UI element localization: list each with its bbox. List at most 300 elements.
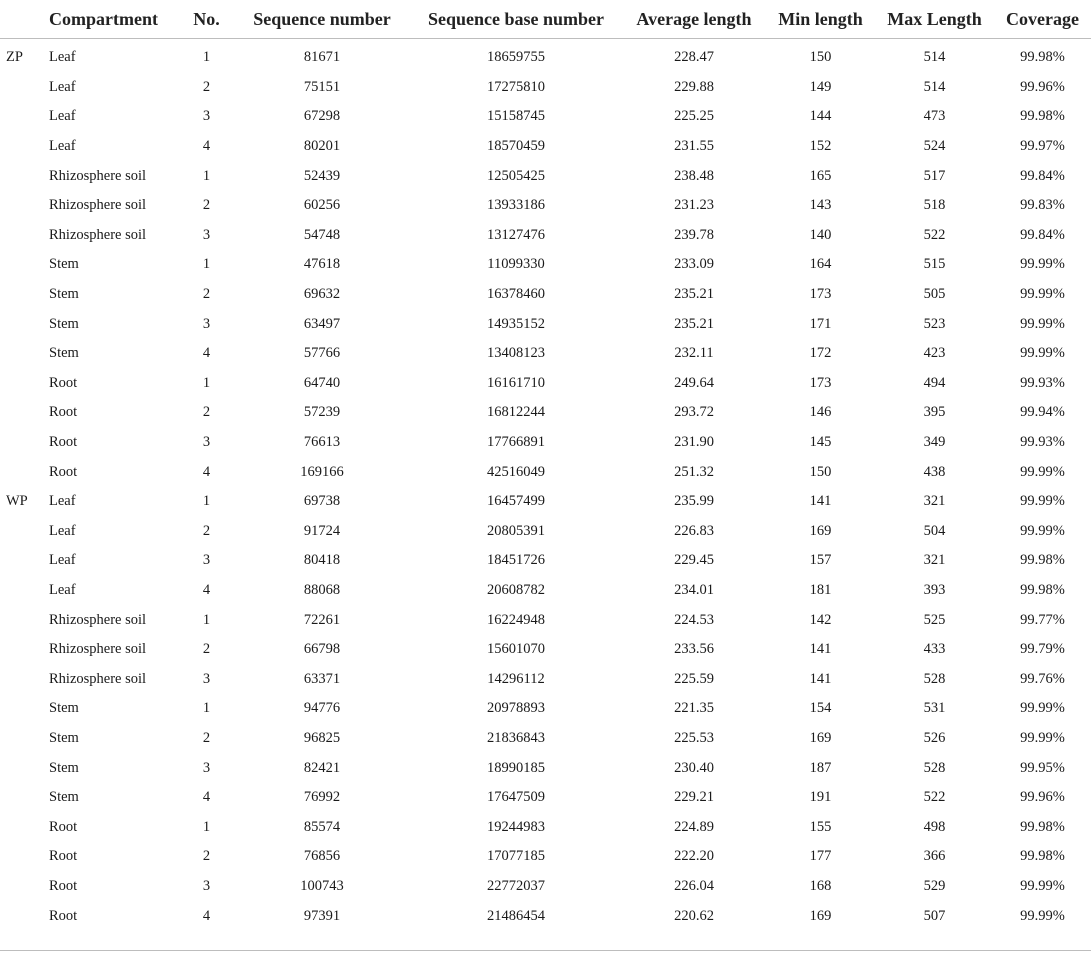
compartment-cell: Rhizosphere soil bbox=[49, 670, 147, 687]
sequence-number-cell: 94776 bbox=[303, 700, 341, 717]
header-sequence-base-number: Sequence base number bbox=[427, 8, 604, 29]
sequence-number-cell: 100743 bbox=[300, 877, 344, 894]
compartment-cell: Root bbox=[49, 404, 78, 421]
min-length-cell: 177 bbox=[809, 848, 832, 865]
max-length-cell: 505 bbox=[923, 286, 946, 303]
max-length-cell: 524 bbox=[923, 138, 946, 155]
sequence-base-number-cell: 15158745 bbox=[487, 108, 545, 125]
sequence-number-cell: 67298 bbox=[303, 108, 341, 125]
sequence-base-number-cell: 17766891 bbox=[487, 434, 545, 451]
table-row bbox=[0, 250, 1091, 280]
average-length-cell: 228.47 bbox=[674, 49, 714, 66]
compartment-cell: Leaf bbox=[49, 108, 76, 125]
max-length-cell: 433 bbox=[923, 641, 946, 658]
min-length-cell: 143 bbox=[809, 197, 832, 214]
no-cell: 3 bbox=[202, 552, 211, 569]
min-length-cell: 164 bbox=[809, 256, 832, 273]
max-length-cell: 529 bbox=[923, 877, 946, 894]
max-length-cell: 366 bbox=[923, 848, 946, 865]
coverage-cell: 99.79% bbox=[1020, 641, 1065, 658]
coverage-cell: 99.95% bbox=[1020, 759, 1065, 776]
max-length-cell: 438 bbox=[923, 463, 946, 480]
sequence-number-cell: 66798 bbox=[303, 641, 341, 658]
group-cell bbox=[0, 250, 47, 280]
average-length-cell: 235.21 bbox=[674, 315, 714, 332]
coverage-cell: 99.99% bbox=[1020, 522, 1065, 539]
max-length-cell: 321 bbox=[923, 493, 946, 510]
group-cell bbox=[0, 221, 47, 251]
average-length-cell: 224.89 bbox=[674, 818, 714, 835]
sequence-base-number-cell: 19244983 bbox=[487, 818, 545, 835]
sequence-number-cell: 54748 bbox=[303, 226, 341, 243]
no-cell: 2 bbox=[202, 78, 211, 95]
compartment-cell: Leaf bbox=[49, 552, 76, 569]
group-cell bbox=[0, 132, 47, 162]
sequence-base-number-cell: 22772037 bbox=[487, 877, 545, 894]
sequence-number-cell: 76856 bbox=[303, 848, 341, 865]
sequence-base-number-cell: 16457499 bbox=[487, 493, 545, 510]
group-cell bbox=[0, 753, 47, 783]
no-cell: 1 bbox=[202, 700, 211, 717]
min-length-cell: 150 bbox=[809, 49, 832, 66]
group-cell bbox=[0, 694, 47, 724]
coverage-cell: 99.99% bbox=[1020, 286, 1065, 303]
max-length-cell: 393 bbox=[923, 581, 946, 598]
table-row bbox=[0, 783, 1091, 813]
compartment-cell: Leaf bbox=[49, 78, 76, 95]
table-row bbox=[0, 842, 1091, 872]
coverage-cell: 99.99% bbox=[1020, 493, 1065, 510]
sequence-number-cell: 96825 bbox=[303, 729, 341, 746]
min-length-cell: 172 bbox=[809, 345, 832, 362]
coverage-cell: 99.99% bbox=[1020, 907, 1065, 924]
coverage-cell: 99.98% bbox=[1020, 818, 1065, 835]
min-length-cell: 145 bbox=[809, 434, 832, 451]
compartment-cell: Stem bbox=[49, 256, 79, 273]
sequence-base-number-cell: 16161710 bbox=[487, 374, 545, 391]
group-cell bbox=[0, 102, 47, 132]
no-cell: 2 bbox=[202, 641, 211, 658]
no-cell: 4 bbox=[202, 138, 211, 155]
compartment-cell: Root bbox=[49, 463, 78, 480]
table-row bbox=[0, 102, 1091, 132]
header-max-length: Max Length bbox=[887, 8, 982, 29]
average-length-cell: 231.23 bbox=[674, 197, 714, 214]
min-length-cell: 154 bbox=[809, 700, 832, 717]
header-no: No. bbox=[193, 8, 220, 29]
min-length-cell: 157 bbox=[809, 552, 832, 569]
max-length-cell: 522 bbox=[923, 789, 946, 806]
sequence-base-number-cell: 16378460 bbox=[487, 286, 545, 303]
coverage-cell: 99.84% bbox=[1020, 226, 1065, 243]
coverage-cell: 99.99% bbox=[1020, 700, 1065, 717]
average-length-cell: 234.01 bbox=[674, 581, 714, 598]
average-length-cell: 225.25 bbox=[674, 108, 714, 125]
coverage-cell: 99.98% bbox=[1020, 108, 1065, 125]
min-length-cell: 142 bbox=[809, 611, 832, 628]
table-row bbox=[0, 339, 1091, 369]
average-length-cell: 229.88 bbox=[674, 78, 714, 95]
sequence-base-number-cell: 18990185 bbox=[487, 759, 545, 776]
sequence-number-cell: 97391 bbox=[303, 907, 341, 924]
sequence-number-cell: 80418 bbox=[303, 552, 341, 569]
min-length-cell: 152 bbox=[809, 138, 832, 155]
sequence-base-number-cell: 20978893 bbox=[487, 700, 545, 717]
max-length-cell: 473 bbox=[923, 108, 946, 125]
compartment-cell: Leaf bbox=[49, 49, 76, 66]
group-cell: ZP bbox=[6, 49, 23, 66]
no-cell: 1 bbox=[202, 256, 211, 273]
min-length-cell: 141 bbox=[809, 641, 832, 658]
table-row bbox=[0, 221, 1091, 251]
compartment-cell: Stem bbox=[49, 345, 79, 362]
group-cell bbox=[0, 635, 47, 665]
coverage-cell: 99.99% bbox=[1020, 463, 1065, 480]
average-length-cell: 233.56 bbox=[674, 641, 714, 658]
header-sequence-number: Sequence number bbox=[253, 8, 391, 29]
table-row bbox=[0, 546, 1091, 576]
header-min-length: Min length bbox=[778, 8, 863, 29]
coverage-cell: 99.99% bbox=[1020, 256, 1065, 273]
no-cell: 3 bbox=[202, 434, 211, 451]
sequence-base-number-cell: 18659755 bbox=[487, 49, 545, 66]
header-average-length: Average length bbox=[636, 8, 752, 29]
no-cell: 1 bbox=[202, 374, 211, 391]
coverage-cell: 99.93% bbox=[1020, 434, 1065, 451]
no-cell: 4 bbox=[202, 463, 211, 480]
min-length-cell: 169 bbox=[809, 907, 832, 924]
compartment-cell: Leaf bbox=[49, 138, 76, 155]
sequence-number-cell: 81671 bbox=[303, 49, 341, 66]
sequence-number-cell: 80201 bbox=[303, 138, 341, 155]
average-length-cell: 230.40 bbox=[674, 759, 714, 776]
average-length-cell: 249.64 bbox=[674, 374, 714, 391]
table-row bbox=[0, 161, 1091, 191]
table-row bbox=[0, 132, 1091, 162]
table-row bbox=[0, 457, 1091, 487]
sequence-number-cell: 63497 bbox=[303, 315, 341, 332]
group-cell bbox=[0, 812, 47, 842]
table-row bbox=[0, 487, 1091, 517]
group-cell bbox=[0, 280, 47, 310]
table-row bbox=[0, 576, 1091, 606]
compartment-cell: Leaf bbox=[49, 522, 76, 539]
sequence-number-cell: 76613 bbox=[303, 434, 341, 451]
average-length-cell: 222.20 bbox=[674, 848, 714, 865]
sequence-base-number-cell: 18451726 bbox=[487, 552, 545, 569]
sequence-number-cell: 63371 bbox=[303, 670, 341, 687]
group-cell bbox=[0, 872, 47, 902]
group-cell bbox=[0, 428, 47, 458]
min-length-cell: 146 bbox=[809, 404, 832, 421]
min-length-cell: 171 bbox=[809, 315, 832, 332]
coverage-cell: 99.98% bbox=[1020, 848, 1065, 865]
average-length-cell: 233.09 bbox=[674, 256, 714, 273]
sequence-number-cell: 169166 bbox=[300, 463, 344, 480]
coverage-cell: 99.99% bbox=[1020, 729, 1065, 746]
coverage-cell: 99.98% bbox=[1020, 581, 1065, 598]
coverage-cell: 99.99% bbox=[1020, 345, 1065, 362]
group-cell bbox=[0, 457, 47, 487]
sequence-number-cell: 85574 bbox=[303, 818, 341, 835]
sequence-base-number-cell: 15601070 bbox=[487, 641, 545, 658]
coverage-cell: 99.77% bbox=[1020, 611, 1065, 628]
average-length-cell: 226.04 bbox=[674, 877, 714, 894]
sequence-base-number-cell: 20608782 bbox=[487, 581, 545, 598]
table-row bbox=[0, 428, 1091, 458]
table-row bbox=[0, 517, 1091, 547]
table-row bbox=[0, 605, 1091, 635]
min-length-cell: 173 bbox=[809, 374, 832, 391]
average-length-cell: 239.78 bbox=[674, 226, 714, 243]
average-length-cell: 251.32 bbox=[674, 463, 714, 480]
min-length-cell: 181 bbox=[809, 581, 832, 598]
max-length-cell: 525 bbox=[923, 611, 946, 628]
no-cell: 2 bbox=[202, 522, 211, 539]
max-length-cell: 531 bbox=[923, 700, 946, 717]
table-row bbox=[0, 901, 1091, 931]
min-length-cell: 191 bbox=[809, 789, 832, 806]
no-cell: 4 bbox=[202, 907, 211, 924]
no-cell: 3 bbox=[202, 759, 211, 776]
sequence-base-number-cell: 18570459 bbox=[487, 138, 545, 155]
header-compartment: Compartment bbox=[49, 8, 158, 29]
sequence-base-number-cell: 17647509 bbox=[487, 789, 545, 806]
compartment-cell: Stem bbox=[49, 315, 79, 332]
max-length-cell: 522 bbox=[923, 226, 946, 243]
min-length-cell: 141 bbox=[809, 493, 832, 510]
min-length-cell: 155 bbox=[809, 818, 832, 835]
sequence-number-cell: 57239 bbox=[303, 404, 341, 421]
average-length-cell: 231.55 bbox=[674, 138, 714, 155]
sequence-number-cell: 82421 bbox=[303, 759, 341, 776]
no-cell: 2 bbox=[202, 286, 211, 303]
sequence-base-number-cell: 17275810 bbox=[487, 78, 545, 95]
group-cell bbox=[0, 398, 47, 428]
sequence-base-number-cell: 17077185 bbox=[487, 848, 545, 865]
compartment-cell: Stem bbox=[49, 286, 79, 303]
group-cell bbox=[0, 73, 47, 103]
no-cell: 2 bbox=[202, 848, 211, 865]
max-length-cell: 498 bbox=[923, 818, 946, 835]
no-cell: 3 bbox=[202, 226, 211, 243]
table-row bbox=[0, 73, 1091, 103]
max-length-cell: 423 bbox=[923, 345, 946, 362]
table-row bbox=[0, 369, 1091, 399]
compartment-cell: Root bbox=[49, 907, 78, 924]
compartment-cell: Stem bbox=[49, 759, 79, 776]
max-length-cell: 349 bbox=[923, 434, 946, 451]
table-row bbox=[0, 398, 1091, 428]
table-row bbox=[0, 664, 1091, 694]
max-length-cell: 321 bbox=[923, 552, 946, 569]
coverage-cell: 99.96% bbox=[1020, 789, 1065, 806]
coverage-cell: 99.83% bbox=[1020, 197, 1065, 214]
average-length-cell: 225.59 bbox=[674, 670, 714, 687]
max-length-cell: 528 bbox=[923, 759, 946, 776]
no-cell: 1 bbox=[202, 818, 211, 835]
group-cell bbox=[0, 576, 47, 606]
max-length-cell: 395 bbox=[923, 404, 946, 421]
min-length-cell: 165 bbox=[809, 167, 832, 184]
compartment-cell: Root bbox=[49, 818, 78, 835]
coverage-cell: 99.98% bbox=[1020, 49, 1065, 66]
sequence-base-number-cell: 14935152 bbox=[487, 315, 545, 332]
max-length-cell: 517 bbox=[923, 167, 946, 184]
group-cell bbox=[0, 724, 47, 754]
bottom-rule bbox=[0, 950, 1091, 951]
no-cell: 1 bbox=[202, 611, 211, 628]
max-length-cell: 523 bbox=[923, 315, 946, 332]
sequence-number-cell: 60256 bbox=[303, 197, 341, 214]
compartment-cell: Root bbox=[49, 374, 78, 391]
average-length-cell: 224.53 bbox=[674, 611, 714, 628]
average-length-cell: 293.72 bbox=[674, 404, 714, 421]
sequence-base-number-cell: 16812244 bbox=[487, 404, 545, 421]
group-cell bbox=[0, 783, 47, 813]
max-length-cell: 518 bbox=[923, 197, 946, 214]
sequence-base-number-cell: 11099330 bbox=[487, 256, 545, 273]
table-body bbox=[0, 39, 1091, 931]
sequence-number-cell: 88068 bbox=[303, 581, 341, 598]
group-cell bbox=[0, 309, 47, 339]
average-length-cell: 231.90 bbox=[674, 434, 714, 451]
sequence-number-cell: 57766 bbox=[303, 345, 341, 362]
sequence-number-cell: 64740 bbox=[303, 374, 341, 391]
compartment-cell: Leaf bbox=[49, 581, 76, 598]
compartment-cell: Rhizosphere soil bbox=[49, 226, 147, 243]
group-cell bbox=[0, 517, 47, 547]
compartment-cell: Stem bbox=[49, 729, 79, 746]
max-length-cell: 526 bbox=[923, 729, 946, 746]
min-length-cell: 149 bbox=[809, 78, 832, 95]
max-length-cell: 494 bbox=[923, 374, 946, 391]
no-cell: 1 bbox=[202, 493, 211, 510]
max-length-cell: 528 bbox=[923, 670, 946, 687]
table-row bbox=[0, 753, 1091, 783]
sequence-number-cell: 72261 bbox=[303, 611, 341, 628]
min-length-cell: 144 bbox=[809, 108, 832, 125]
compartment-cell: Rhizosphere soil bbox=[49, 611, 147, 628]
compartment-cell: Rhizosphere soil bbox=[49, 641, 147, 658]
max-length-cell: 514 bbox=[923, 78, 946, 95]
table-row bbox=[0, 39, 1091, 73]
group-cell bbox=[0, 901, 47, 931]
table-row bbox=[0, 635, 1091, 665]
sequence-number-cell: 75151 bbox=[303, 78, 341, 95]
coverage-cell: 99.84% bbox=[1020, 167, 1065, 184]
coverage-cell: 99.93% bbox=[1020, 374, 1065, 391]
compartment-cell: Stem bbox=[49, 700, 79, 717]
average-length-cell: 238.48 bbox=[674, 167, 714, 184]
no-cell: 2 bbox=[202, 404, 211, 421]
no-cell: 2 bbox=[202, 729, 211, 746]
sequence-base-number-cell: 12505425 bbox=[487, 167, 545, 184]
group-cell bbox=[0, 161, 47, 191]
table-header-row bbox=[0, 0, 1091, 39]
max-length-cell: 514 bbox=[923, 49, 946, 66]
sequence-number-cell: 91724 bbox=[303, 522, 341, 539]
coverage-cell: 99.94% bbox=[1020, 404, 1065, 421]
min-length-cell: 169 bbox=[809, 729, 832, 746]
table-row bbox=[0, 280, 1091, 310]
no-cell: 3 bbox=[202, 670, 211, 687]
group-cell bbox=[0, 191, 47, 221]
group-cell bbox=[0, 664, 47, 694]
sequence-base-number-cell: 14296112 bbox=[487, 670, 545, 687]
compartment-cell: Rhizosphere soil bbox=[49, 197, 147, 214]
group-cell bbox=[0, 546, 47, 576]
average-length-cell: 221.35 bbox=[674, 700, 714, 717]
sequence-number-cell: 76992 bbox=[303, 789, 341, 806]
group-cell bbox=[0, 842, 47, 872]
table-row bbox=[0, 872, 1091, 902]
average-length-cell: 232.11 bbox=[674, 345, 714, 362]
sequence-number-cell: 47618 bbox=[303, 256, 341, 273]
no-cell: 3 bbox=[202, 108, 211, 125]
min-length-cell: 173 bbox=[809, 286, 832, 303]
no-cell: 2 bbox=[202, 197, 211, 214]
average-length-cell: 229.45 bbox=[674, 552, 714, 569]
coverage-cell: 99.76% bbox=[1020, 670, 1065, 687]
no-cell: 3 bbox=[202, 315, 211, 332]
compartment-cell: Root bbox=[49, 434, 78, 451]
max-length-cell: 515 bbox=[923, 256, 946, 273]
table-row bbox=[0, 191, 1091, 221]
compartment-cell: Leaf bbox=[49, 493, 76, 510]
sequence-base-number-cell: 16224948 bbox=[487, 611, 545, 628]
max-length-cell: 507 bbox=[923, 907, 946, 924]
average-length-cell: 229.21 bbox=[674, 789, 714, 806]
header-group bbox=[0, 0, 47, 39]
no-cell: 4 bbox=[202, 789, 211, 806]
max-length-cell: 504 bbox=[923, 522, 946, 539]
sequence-number-cell: 69738 bbox=[303, 493, 341, 510]
average-length-cell: 235.21 bbox=[674, 286, 714, 303]
table-row bbox=[0, 309, 1091, 339]
sequence-base-number-cell: 20805391 bbox=[487, 522, 545, 539]
coverage-cell: 99.97% bbox=[1020, 138, 1065, 155]
group-cell bbox=[0, 369, 47, 399]
sequence-base-number-cell: 13127476 bbox=[487, 226, 545, 243]
min-length-cell: 141 bbox=[809, 670, 832, 687]
min-length-cell: 140 bbox=[809, 226, 832, 243]
no-cell: 4 bbox=[202, 581, 211, 598]
group-cell bbox=[0, 339, 47, 369]
min-length-cell: 150 bbox=[809, 463, 832, 480]
average-length-cell: 220.62 bbox=[674, 907, 714, 924]
no-cell: 3 bbox=[202, 877, 211, 894]
min-length-cell: 168 bbox=[809, 877, 832, 894]
min-length-cell: 187 bbox=[809, 759, 832, 776]
average-length-cell: 226.83 bbox=[674, 522, 714, 539]
average-length-cell: 225.53 bbox=[674, 729, 714, 746]
min-length-cell: 169 bbox=[809, 522, 832, 539]
sequence-base-number-cell: 13408123 bbox=[487, 345, 545, 362]
table-row bbox=[0, 724, 1091, 754]
coverage-cell: 99.99% bbox=[1020, 315, 1065, 332]
coverage-cell: 99.99% bbox=[1020, 877, 1065, 894]
group-cell: WP bbox=[6, 493, 28, 510]
coverage-cell: 99.96% bbox=[1020, 78, 1065, 95]
compartment-cell: Root bbox=[49, 877, 78, 894]
compartment-cell: Stem bbox=[49, 789, 79, 806]
sequence-base-number-cell: 42516049 bbox=[487, 463, 545, 480]
sequence-base-number-cell: 13933186 bbox=[487, 197, 545, 214]
average-length-cell: 235.99 bbox=[674, 493, 714, 510]
compartment-cell: Root bbox=[49, 848, 78, 865]
compartment-cell: Rhizosphere soil bbox=[49, 167, 147, 184]
